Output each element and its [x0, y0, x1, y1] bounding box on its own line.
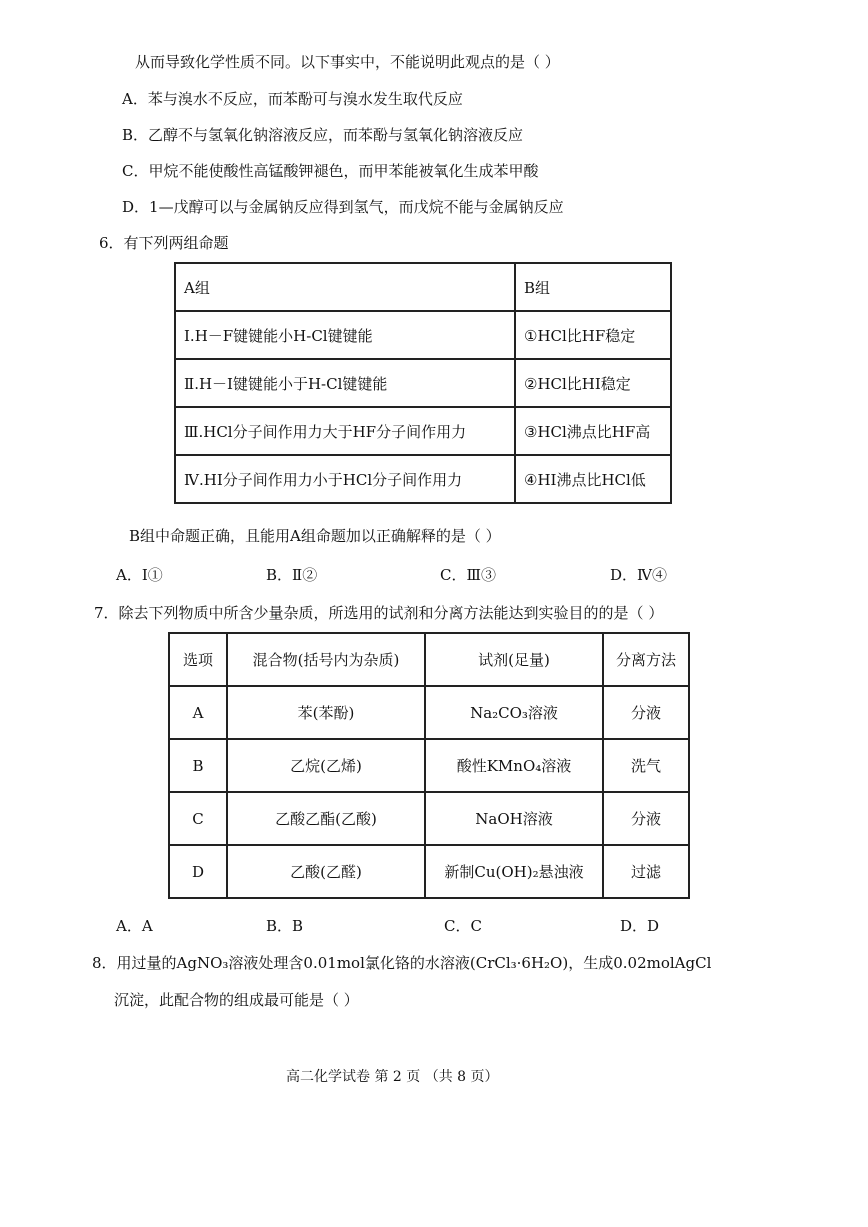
table-cell: NaOH溶液	[425, 792, 603, 845]
q5-option-b: B．乙醇不与氢氧化钠溶液反应，而苯酚与氢氧化钠溶液反应	[122, 126, 524, 144]
table-cell: 新制Cu(OH)₂悬浊液	[425, 845, 603, 898]
table-cell: Ⅲ.HCl分子间作用力大于HF分子间作用力	[175, 407, 515, 455]
q7-option-a: A．A	[116, 917, 153, 935]
table-cell: 乙酸(乙醛)	[227, 845, 425, 898]
q6-header-b: B组	[515, 263, 671, 311]
table-cell: B	[169, 739, 227, 792]
table-cell: 分液	[603, 792, 689, 845]
table-cell: 酸性KMnO₄溶液	[425, 739, 603, 792]
q6-option-c: C．Ⅲ③	[440, 566, 496, 584]
table-row	[169, 633, 689, 686]
table-cell: Ⅳ.HI分子间作用力小于HCl分子间作用力	[175, 455, 515, 503]
q7-option-d: D．D	[620, 917, 660, 935]
table-cell: 分液	[603, 686, 689, 739]
table-row	[175, 359, 671, 407]
q6-question: B组中命题正确，且能用A组命题加以正确解释的是（ ）	[129, 527, 501, 545]
q7-header-mixture: 混合物(括号内为杂质)	[227, 633, 425, 686]
q8-line-1: 8．用过量的AgNO₃溶液处理含0.01mol氯化铬的水溶液(CrCl₃·6H₂O)，生成0.02molAgCl	[92, 954, 712, 972]
q6-option-b: B．Ⅱ②	[266, 566, 318, 584]
table-cell: ②HCl比HI稳定	[515, 359, 671, 407]
table-cell: ③HCl沸点比HF高	[515, 407, 671, 455]
q6-option-d: D．Ⅳ④	[610, 566, 668, 584]
table-row	[169, 739, 689, 792]
table-row	[175, 263, 671, 311]
q7-table	[168, 632, 690, 899]
q6-table	[174, 262, 672, 504]
q7-header-method: 分离方法	[603, 633, 689, 686]
table-cell: C	[169, 792, 227, 845]
q5-option-c: C．甲烷不能使酸性高锰酸钾褪色，而甲苯能被氧化生成苯甲酸	[122, 162, 539, 180]
table-row	[175, 407, 671, 455]
table-row	[175, 311, 671, 359]
table-row	[169, 686, 689, 739]
table-cell: Ⅱ.H－I键键能小于H-Cl键键能	[175, 359, 515, 407]
table-cell: Ⅰ.H－F键键能小H-Cl键键能	[175, 311, 515, 359]
q5-stem-tail: 从而导致化学性质不同。以下事实中，不能说明此观点的是（ ）	[135, 53, 560, 71]
page-footer: 高二化学试卷 第 2 页 （共 8 页）	[286, 1069, 499, 1085]
q7-stem: 7．除去下列物质中所含少量杂质，所选用的试剂和分离方法能达到实验目的的是（ ）	[94, 604, 664, 622]
q7-option-b: B．B	[266, 917, 304, 935]
q7-option-c: C．C	[444, 917, 482, 935]
table-cell: 过滤	[603, 845, 689, 898]
q5-option-d: D．1—戊醇可以与金属钠反应得到氢气，而戊烷不能与金属钠反应	[122, 198, 564, 216]
table-row	[169, 845, 689, 898]
q8-line-2: 沉淀，此配合物的组成最可能是（ ）	[114, 991, 359, 1009]
table-cell: Na₂CO₃溶液	[425, 686, 603, 739]
table-cell: 洗气	[603, 739, 689, 792]
table-cell: 苯(苯酚)	[227, 686, 425, 739]
table-cell: ①HCl比HF稳定	[515, 311, 671, 359]
table-cell: A	[169, 686, 227, 739]
q6-option-a: A．Ⅰ①	[116, 566, 163, 584]
table-cell: 乙烷(乙烯)	[227, 739, 425, 792]
q5-option-a: A．苯与溴水不反应，而苯酚可与溴水发生取代反应	[122, 90, 463, 108]
table-row	[169, 792, 689, 845]
q7-header-reagent: 试剂(足量)	[425, 633, 603, 686]
table-row	[175, 455, 671, 503]
q7-header-option: 选项	[169, 633, 227, 686]
table-cell: D	[169, 845, 227, 898]
q6-header-a: A组	[175, 263, 515, 311]
table-cell: 乙酸乙酯(乙酸)	[227, 792, 425, 845]
table-cell: ④HI沸点比HCl低	[515, 455, 671, 503]
q6-stem: 6．有下列两组命题	[99, 234, 229, 252]
